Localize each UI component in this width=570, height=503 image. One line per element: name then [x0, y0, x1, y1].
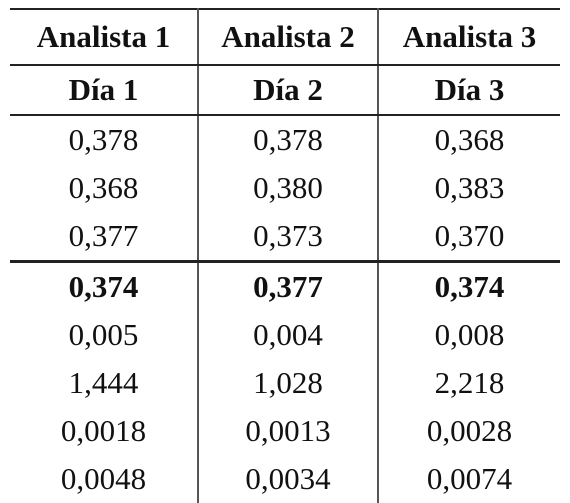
table-cell: 0,0028: [378, 407, 560, 455]
table-row: [10, 311, 560, 359]
table-cell: 0,370: [378, 212, 560, 262]
table-cell: 2,218: [378, 359, 560, 407]
table-cell: 0,368: [10, 164, 198, 212]
table-cell: 0,377: [198, 262, 378, 312]
analyst-header-row: [10, 9, 560, 65]
table-cell: 0,0034: [198, 455, 378, 503]
table-cell: 1,028: [198, 359, 378, 407]
table-cell: 0,378: [10, 115, 198, 164]
table-cell: 0,378: [198, 115, 378, 164]
table-cell: 0,005: [10, 311, 198, 359]
table-cell: 0,374: [378, 262, 560, 312]
table-cell: 0,374: [10, 262, 198, 312]
table-cell: 0,368: [378, 115, 560, 164]
table-cell: 0,008: [378, 311, 560, 359]
table-row: [10, 455, 560, 503]
table-cell: 0,0048: [10, 455, 198, 503]
mean-row: [10, 262, 560, 312]
table-cell: 0,383: [378, 164, 560, 212]
results-table: [10, 8, 560, 503]
results-table-container: [10, 8, 560, 503]
table-row: [10, 407, 560, 455]
table-cell: 0,004: [198, 311, 378, 359]
table-row: [10, 212, 560, 262]
table-cell: 0,0013: [198, 407, 378, 455]
day-3-header: Día 3: [378, 65, 560, 115]
table-cell: 0,380: [198, 164, 378, 212]
table-cell: 0,373: [198, 212, 378, 262]
table-cell: 0,0018: [10, 407, 198, 455]
table-header: [10, 9, 560, 115]
measurement-values: [10, 115, 560, 262]
day-1-header: Día 1: [10, 65, 198, 115]
table-row: [10, 164, 560, 212]
analyst-1-header: Analista 1: [10, 9, 198, 65]
day-2-header: Día 2: [198, 65, 378, 115]
table-cell: 0,377: [10, 212, 198, 262]
table-cell: 1,444: [10, 359, 198, 407]
analyst-3-header: Analista 3: [378, 9, 560, 65]
day-header-row: [10, 65, 560, 115]
summary-statistics: [10, 262, 560, 503]
table-row: [10, 115, 560, 164]
analyst-2-header: Analista 2: [198, 9, 378, 65]
table-cell: 0,0074: [378, 455, 560, 503]
table-row: [10, 359, 560, 407]
